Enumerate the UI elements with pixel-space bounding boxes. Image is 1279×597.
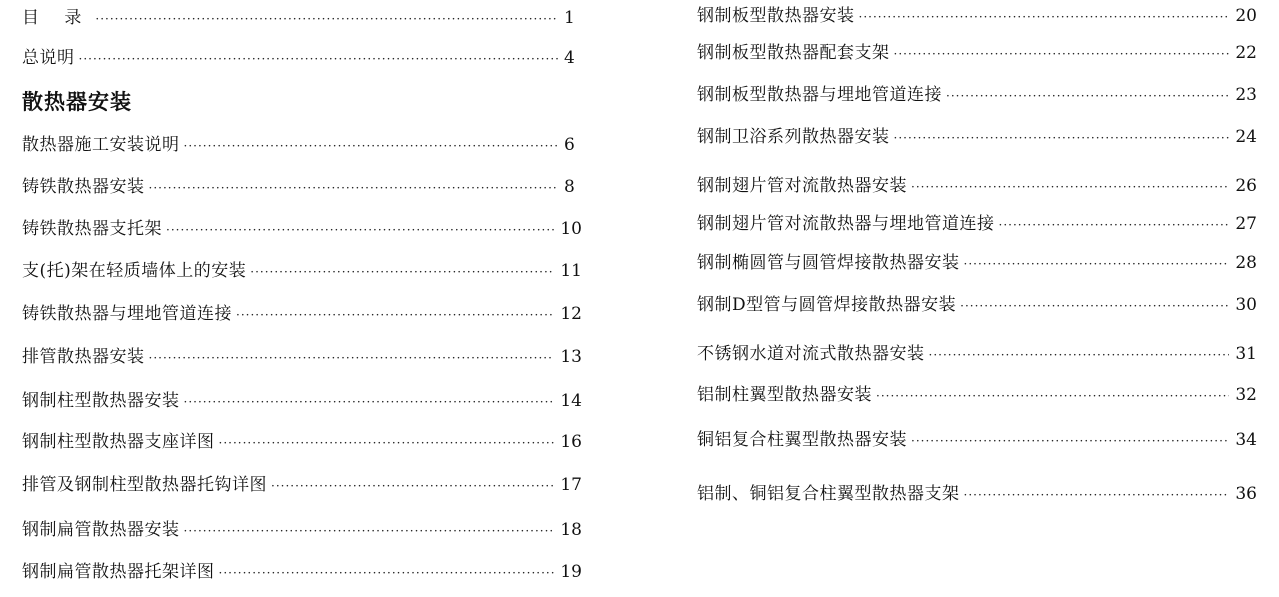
toc-entry-page: 20 — [1235, 6, 1257, 26]
toc-entry[interactable] — [697, 339, 1257, 369]
toc-entry-page: 16 — [560, 432, 582, 452]
toc-entry[interactable] — [697, 38, 1257, 68]
toc-entry-page: 22 — [1235, 43, 1257, 63]
dot-leader — [271, 471, 554, 501]
dot-leader — [911, 426, 1229, 456]
toc-entry[interactable] — [697, 380, 1257, 410]
toc-entry-page: 23 — [1235, 85, 1257, 105]
dot-leader — [149, 173, 559, 203]
dot-leader — [859, 2, 1230, 32]
toc-entry[interactable] — [22, 299, 582, 329]
toc-entry-page: 8 — [564, 177, 575, 197]
dot-leader — [894, 39, 1230, 69]
dot-leader — [95, 4, 558, 34]
dot-leader — [911, 172, 1229, 202]
dot-leader — [184, 387, 555, 417]
toc-entry[interactable] — [697, 290, 1257, 320]
toc-entry-title: 铸铁散热器安装 — [22, 177, 145, 197]
toc-entry-title: 铸铁散热器支托架 — [22, 219, 162, 239]
dot-leader — [166, 215, 554, 245]
toc-entry-title: 排管散热器安装 — [22, 347, 145, 367]
dot-leader — [149, 343, 555, 373]
toc-entry-title: 铝制柱翼型散热器安装 — [697, 385, 872, 405]
dot-leader — [219, 558, 555, 588]
toc-entry[interactable] — [22, 386, 582, 416]
toc-entry-title: 排管及钢制柱型散热器托钩详图 — [22, 475, 267, 495]
toc-entry-title: 钢制柱型散热器支座详图 — [22, 432, 215, 452]
toc-entry-title: 钢制翅片管对流散热器与埋地管道连接 — [697, 214, 995, 234]
toc-entry[interactable] — [22, 515, 582, 545]
toc-entry[interactable] — [22, 214, 582, 244]
dot-leader — [79, 44, 559, 74]
toc-entry-title: 铜铝复合柱翼型散热器安装 — [697, 430, 907, 450]
toc-entry[interactable] — [697, 1, 1257, 31]
toc-entry-page: 34 — [1235, 430, 1257, 450]
toc-entry[interactable] — [22, 3, 582, 33]
toc-entry-title: 总说明 — [22, 48, 75, 68]
dot-leader — [964, 480, 1230, 510]
toc-entry-title: 钢制板型散热器配套支架 — [697, 43, 890, 63]
toc-entry-page: 18 — [560, 520, 582, 540]
toc-entry-title: 钢制椭圆管与圆管焊接散热器安装 — [697, 253, 960, 273]
dot-leader — [184, 131, 559, 161]
toc-entry[interactable] — [697, 425, 1257, 455]
toc-entry[interactable] — [697, 171, 1257, 201]
toc-entry-title: 支(托)架在轻质墙体上的安装 — [22, 261, 247, 281]
dot-leader — [184, 516, 555, 546]
toc-entry-page: 10 — [560, 219, 582, 239]
toc-entry[interactable] — [22, 172, 582, 202]
toc-entry[interactable] — [697, 209, 1257, 239]
dot-leader — [236, 300, 554, 330]
toc-entry[interactable] — [22, 470, 582, 500]
toc-entry[interactable] — [22, 342, 582, 372]
toc-entry-page: 26 — [1235, 176, 1257, 196]
dot-leader — [876, 381, 1229, 411]
toc-entry[interactable] — [22, 427, 582, 457]
toc-entry-page: 31 — [1235, 344, 1257, 364]
dot-leader — [964, 249, 1230, 279]
toc-entry-page: 24 — [1235, 127, 1257, 147]
toc-entry-title: 不锈钢水道对流式散热器安装 — [697, 344, 925, 364]
toc-entry-title: 铸铁散热器与埋地管道连接 — [22, 304, 232, 324]
toc-entry[interactable] — [22, 43, 582, 73]
toc-entry[interactable] — [22, 130, 582, 160]
toc-entry-page: 12 — [560, 304, 582, 324]
toc-entry-page: 30 — [1235, 295, 1257, 315]
dot-leader — [946, 81, 1229, 111]
toc-entry-title: 铝制、铜铝复合柱翼型散热器支架 — [697, 484, 960, 504]
toc-entry-page: 11 — [560, 261, 582, 281]
toc-entry-page: 32 — [1235, 385, 1257, 405]
toc-entry-page: 27 — [1235, 214, 1257, 234]
toc-entry[interactable] — [697, 80, 1257, 110]
toc-entry-page: 1 — [564, 8, 575, 28]
toc-entry[interactable] — [22, 256, 582, 286]
toc-entry-page: 14 — [560, 391, 582, 411]
toc-entry[interactable] — [697, 248, 1257, 278]
toc-entry-page: 19 — [560, 562, 582, 582]
dot-leader — [929, 340, 1230, 370]
toc-entry-title: 钢制板型散热器与埋地管道连接 — [697, 85, 942, 105]
toc-entry-title: 钢制D型管与圆管焊接散热器安装 — [697, 295, 957, 315]
toc-entry-title: 钢制扁管散热器托架详图 — [22, 562, 215, 582]
toc-entry-title: 散热器施工安装说明 — [22, 135, 180, 155]
toc-entry-title: 钢制翅片管对流散热器安装 — [697, 176, 907, 196]
toc-entry[interactable] — [22, 557, 582, 587]
toc-entry[interactable] — [697, 479, 1257, 509]
toc-entry-title: 钢制柱型散热器安装 — [22, 391, 180, 411]
dot-leader — [219, 428, 555, 458]
toc-entry-page: 28 — [1235, 253, 1257, 273]
toc-entry-page: 4 — [564, 48, 575, 68]
dot-leader — [960, 291, 1229, 321]
toc-entry-page: 17 — [560, 475, 582, 495]
toc-entry[interactable] — [697, 122, 1257, 152]
toc-entry-title: 目 录 — [22, 8, 92, 28]
toc-entry-page: 6 — [564, 135, 575, 155]
toc-entry-title: 钢制板型散热器安装 — [697, 6, 855, 26]
dot-leader — [999, 210, 1230, 240]
toc-entry-page: 13 — [560, 347, 582, 367]
toc-entry-page: 36 — [1235, 484, 1257, 504]
toc-entry-title: 钢制卫浴系列散热器安装 — [697, 127, 890, 147]
toc-entry-title: 钢制扁管散热器安装 — [22, 520, 180, 540]
dot-leader — [894, 123, 1230, 153]
dot-leader — [250, 257, 554, 287]
section-heading: 散热器安装 — [22, 90, 132, 114]
